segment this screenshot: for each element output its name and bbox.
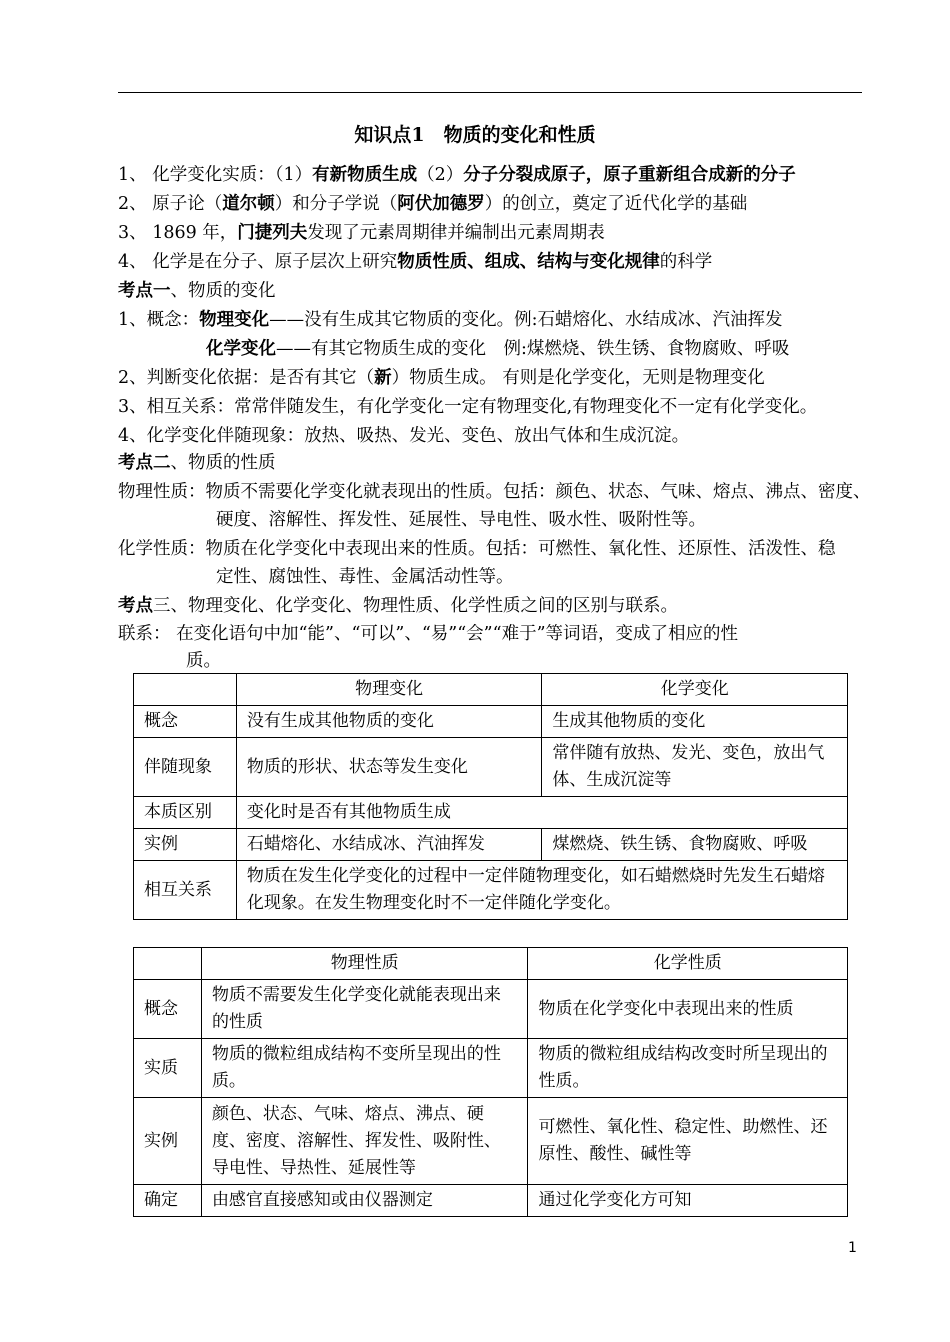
table-cell: 可燃性、氧化性、稳定性、助燃性、还原性、酸性、碱性等 bbox=[528, 1098, 848, 1185]
connection-line-1: 联系： 在变化语句中加“能”、“可以”、“易”“会”“难于”等词语，变成了相应的性 bbox=[118, 624, 739, 644]
row-label: 实例 bbox=[134, 829, 237, 861]
table-cell bbox=[134, 674, 237, 706]
connection-line-2: 质。 bbox=[186, 651, 221, 671]
table-cell: 物质在化学变化中表现出来的性质 bbox=[528, 980, 848, 1039]
row-label: 概念 bbox=[134, 980, 202, 1039]
table-row bbox=[134, 1039, 848, 1098]
table-header: 物理变化 bbox=[236, 674, 542, 706]
row-label: 确定 bbox=[134, 1185, 202, 1217]
row-label: 概念 bbox=[134, 706, 237, 738]
physical-property-line-1: 物理性质：物质不需要化学变化就表现出的性质。包括：颜色、状态、气味、熔点、沸点、密度、 bbox=[118, 482, 871, 502]
table-row bbox=[134, 674, 848, 706]
table-header: 物理性质 bbox=[201, 948, 528, 980]
phenomena: 4、化学变化伴随现象：放热、吸热、发光、变色、放出气体和生成沉淀。 bbox=[118, 426, 690, 446]
point-4: 4、 化学是在分子、原子层次上研究物质性质、组成、结构与变化规律的科学 bbox=[118, 252, 713, 272]
relationship: 3、相互关系：常常伴随发生，有化学变化一定有物理变化,有物理变化不一定有化学变化。 bbox=[118, 397, 818, 417]
concept-chemical-change: 化学变化——有其它物质生成的变化 例:煤燃烧、铁生锈、食物腐败、呼吸 bbox=[206, 339, 790, 359]
table-cell: 煤燃烧、铁生锈、食物腐败、呼吸 bbox=[542, 829, 848, 861]
table-row bbox=[134, 706, 848, 738]
table-header: 化学性质 bbox=[528, 948, 848, 980]
table-row bbox=[134, 980, 848, 1039]
table-cell: 通过化学变化方可知 bbox=[528, 1185, 848, 1217]
table-cell: 颜色、状态、气味、熔点、沸点、硬度、密度、溶解性、挥发性、吸附性、导电性、导热性、延展性等 bbox=[201, 1098, 528, 1185]
concept-physical-change: 1、概念：物理变化——没有生成其它物质的变化。例:石蜡熔化、水结成冰、汽油挥发 bbox=[118, 310, 783, 330]
table-row bbox=[134, 948, 848, 980]
table-cell: 物质在发生化学变化的过程中一定伴随物理变化，如石蜡燃烧时先发生石蜡熔化现象。在发生物理变化时不一定伴随化学变化。 bbox=[236, 861, 847, 920]
change-comparison-table bbox=[133, 673, 848, 920]
property-comparison-table bbox=[133, 947, 848, 1217]
chemical-property-line-2: 定性、腐蚀性、毒性、金属活动性等。 bbox=[216, 567, 514, 587]
row-label: 实质 bbox=[134, 1039, 202, 1098]
physical-property-line-2: 硬度、溶解性、挥发性、延展性、导电性、吸水性、吸附性等。 bbox=[216, 510, 706, 530]
table-row bbox=[134, 829, 848, 861]
table-cell bbox=[134, 948, 202, 980]
table-row bbox=[134, 797, 848, 829]
table-cell: 常伴随有放热、发光、变色，放出气体、生成沉淀等 bbox=[542, 738, 848, 797]
row-label: 相互关系 bbox=[134, 861, 237, 920]
table-cell: 物质的微粒组成结构改变时所呈现出的性质。 bbox=[528, 1039, 848, 1098]
point-2: 2、 原子论（道尔顿）和分子学说（阿伏加德罗）的创立，奠定了近代化学的基础 bbox=[118, 194, 748, 214]
page-title: 知识点1 物质的变化和性质 bbox=[354, 124, 596, 146]
table-cell: 变化时是否有其他物质生成 bbox=[236, 797, 847, 829]
table-cell: 石蜡熔化、水结成冰、汽油挥发 bbox=[236, 829, 542, 861]
table-cell: 物质的形状、状态等发生变化 bbox=[236, 738, 542, 797]
row-label: 伴随现象 bbox=[134, 738, 237, 797]
section-heading-3: 考点三、物理变化、化学变化、物理性质、化学性质之间的区别与联系。 bbox=[118, 596, 678, 616]
page-number: 1 bbox=[848, 1240, 857, 1256]
table-cell: 没有生成其他物质的变化 bbox=[236, 706, 542, 738]
table-row bbox=[134, 861, 848, 920]
row-label: 本质区别 bbox=[134, 797, 237, 829]
table-cell: 物质的微粒组成结构不变所呈现出的性质。 bbox=[201, 1039, 528, 1098]
row-label: 实例 bbox=[134, 1098, 202, 1185]
table-row bbox=[134, 738, 848, 797]
table-cell: 由感官直接感知或由仪器测定 bbox=[201, 1185, 528, 1217]
table-cell: 物质不需要发生化学变化就能表现出来的性质 bbox=[201, 980, 528, 1039]
header-rule bbox=[118, 92, 862, 93]
table-cell: 生成其他物质的变化 bbox=[542, 706, 848, 738]
table-row bbox=[134, 1098, 848, 1185]
table-header: 化学变化 bbox=[542, 674, 848, 706]
section-heading-2: 考点二、物质的性质 bbox=[118, 453, 276, 473]
table-row bbox=[134, 1185, 848, 1217]
point-3: 3、 1869 年，门捷列夫发现了元素周期律并编制出元素周期表 bbox=[118, 223, 605, 243]
section-heading-1: 考点一、物质的变化 bbox=[118, 281, 276, 301]
point-1: 1、 化学变化实质：（1）有新物质生成（2）分子分裂成原子，原子重新组合成新的分子 bbox=[118, 165, 796, 185]
judgement-basis: 2、判断变化依据：是否有其它（新）物质生成。 有则是化学变化，无则是物理变化 bbox=[118, 368, 765, 388]
chemical-property-line-1: 化学性质：物质在化学变化中表现出来的性质。包括：可燃性、氧化性、还原性、活泼性、稳 bbox=[118, 539, 836, 559]
